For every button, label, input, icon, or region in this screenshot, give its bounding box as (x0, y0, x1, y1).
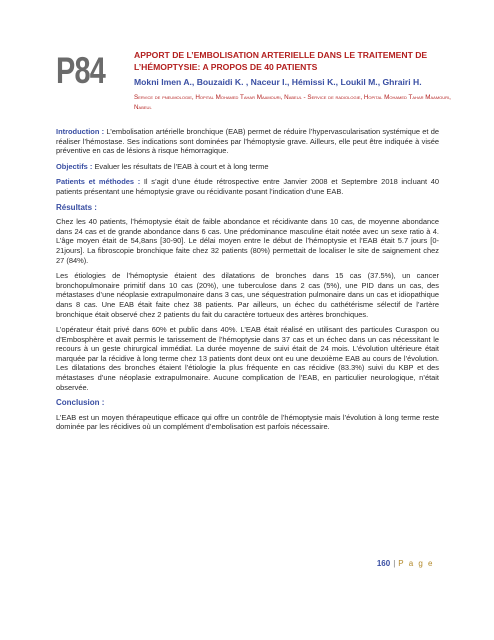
objectifs-label: Objectifs : (56, 161, 93, 171)
methodes-paragraph (56, 177, 439, 196)
conclusion-heading: Conclusion : (56, 398, 105, 408)
abstract-body (56, 127, 439, 438)
abstract-title: APPORT DE L’EMBOLISATION ARTERIELLE DANS LE TRAITEMENT DE L’HÉMOPTYSIE: A PROPOS DE 40 PATIENTS (134, 50, 428, 72)
introduction-text: L’embolisation artérielle bronchique (EAB) permet de réduire l’hypervascularisation systémique et de réaliser l’hémostase. Ses indications sont dominées par l’hémoptysie grave. Ailleurs, elle peut être indiquée à visée préventive en cas de lésions à risque hémorragique. (56, 127, 439, 156)
author-list: Mokni Imen A., Bouzaidi K. , Naceur I., Hémissi K., Loukil M., Ghrairi H. (134, 77, 422, 87)
resultats-paragraph-2: Les étiologies de l’hémoptysie étaient des dilatations de bronches dans 15 cas (37.5%), un cancer bronchopulmonaire primitif dans 10 cas (20%), une tuberculose dans 2 cas (5%), une PID dans un cas, des métastases d’une néoplasie extrapulmonaire dans 3 cas, une séquestration pulmonaire dans un cas et idiopathique dans 8 cas. Une EAB était faite chez 38 patients. Par ailleurs, un échec du cathétérisme sélectif de l’artère bronchique était observé chez 2 patients du fait du caractère tortueux des artères bronchiques. (56, 271, 439, 319)
methodes-text: Il s’agit d’une étude rétrospective entre Janvier 2008 et Septembre 2018 incluant 40 patients présentant une hémoptysie grave ou récidivante posant l’indication d’une EAB. (56, 177, 439, 196)
conclusion-paragraph: L’EAB est un moyen thérapeutique efficace qui offre un contrôle de l’hémoptysie mais l’évolution à long terme reste dominée par les récidives où un complément d’embolisation est parfois nécessaire. (56, 412, 439, 432)
resultats-heading: Résultats : (56, 202, 97, 212)
objectifs-paragraph (56, 162, 439, 172)
page-footer (377, 559, 434, 568)
introduction-paragraph (56, 127, 439, 156)
objectifs-text: Evaluer les résultats de l’EAB à court et à long terme (92, 161, 269, 171)
methodes-label: Patients et méthodes : (56, 177, 141, 187)
page-number: 160 (376, 559, 391, 568)
affiliation: Service de pneumologie, Hopital Mohamed Tahar Maamouri, Nabeul - Service de radiologie, Hopital Mohamed Tahar Maamouri, Nabeul (134, 94, 451, 111)
resultats-paragraph-1: Chez les 40 patients, l’hémoptysie était de faible abondance et récidivante dans 10 cas, de moyenne abondance dans 24 cas et de grande abondance dans 6 cas. Une prédominance masculine était notée avec un sexe ratio à 4. L’âge moyen était de 54,8ans [30-90]. Le délai moyen entre le début de l’hémoptysie et l’EAB était 5.7 jours [0-21jours]. La fibroscopie bronchique faite chez 32 patients (80%) permettait de localiser le site de saignement chez 27 (84%). (56, 217, 439, 265)
introduction-label: Introduction : (56, 127, 105, 136)
footer-separator: | (393, 559, 396, 568)
resultats-paragraph-3: L’opérateur était privé dans 60% et public dans 40%. L’EAB était réalisé en utilisant des particules Curaspon ou d’Embosphère et avait permis le tarissement de l’hémoptysie dans 37 cas et un échec dans un cas nécessitant le recours à un geste chirurgical immédiat. La durée moyenne de suivi était de 24 mois. L’évolution ultérieure était marquée par la récidive à long terme chez 13 patients dont deux ont eu une deuxième EAB au cours de l’évolution. Les dilatations des bronches étaient l’étiologie la plus fréquente en cas récidive (83.3%) suivi du KBP et des métastases d’une néoplasie extrapulmonaire. Aucune complication de l’EAB, en particulier neurologique, n’était observée. (56, 325, 439, 392)
poster-id: P84 (56, 50, 106, 91)
page-word: P a g e (398, 559, 434, 568)
abstract-header (134, 49, 452, 112)
